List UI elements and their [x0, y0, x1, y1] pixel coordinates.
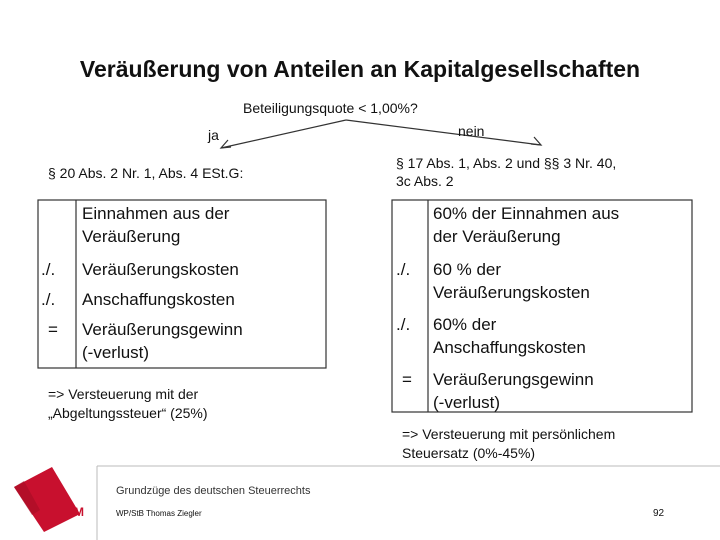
right-row-1: [433, 202, 619, 248]
left-row-2-text: Veräußerungskosten: [82, 260, 239, 279]
footer-author: WP/StB Thomas Ziegler: [116, 509, 202, 518]
left-conclusion-line-1: => Versteuerung mit der: [48, 386, 199, 402]
left-row-4-text-1: Veräußerungsgewinn: [82, 320, 243, 339]
arrow-ja-line: [221, 120, 346, 148]
right-row-1-text-2: der Veräußerung: [433, 227, 561, 246]
right-row-2-text-2: Veräußerungskosten: [433, 283, 590, 302]
left-row-1: [82, 202, 229, 248]
right-row-3-text-2: Anschaffungskosten: [433, 338, 586, 357]
page-title: Veräußerung von Anteilen an Kapitalgesellschaften: [79, 56, 641, 82]
right-law-line-2: 3c Abs. 2: [396, 173, 454, 189]
left-conclusion-line-2: „Abgeltungssteuer“ (25%): [48, 405, 208, 421]
left-row-4-operator: =: [48, 320, 58, 339]
decision-question: Beteiligungsquote < 1,00%?: [243, 100, 418, 116]
right-conclusion-line-2: Steuersatz (0%-45%): [402, 445, 536, 461]
right-row-4-text-2: (-verlust): [433, 393, 501, 412]
left-row-1-text-1: Einnahmen aus der: [82, 204, 230, 223]
right-conclusion: [402, 425, 615, 463]
branch-label-nein: nein: [458, 123, 485, 139]
right-row-2-operator: ./.: [396, 260, 411, 279]
university-logo: [14, 467, 80, 532]
page-number: 92: [653, 508, 665, 519]
right-law-reference: [396, 154, 696, 190]
left-conclusion: [48, 385, 208, 423]
left-row-3-operator: ./.: [41, 290, 56, 309]
right-row-3-operator: ./.: [396, 315, 411, 334]
left-row-2-operator: ./.: [41, 260, 56, 279]
right-row-2: [433, 258, 590, 304]
right-row-4: [433, 368, 594, 414]
left-row-4: [82, 318, 243, 364]
footer-course-title: Grundzüge des deutschen Steuerrechts: [116, 485, 311, 497]
left-row-1-text-2: Veräußerung: [82, 227, 181, 246]
right-law-line-1: § 17 Abs. 1, Abs. 2 und §§ 3 Nr. 40,: [396, 155, 617, 171]
right-row-2-text-1: 60 % der: [433, 260, 502, 279]
logo-letter: M: [74, 505, 84, 519]
right-row-3-text-1: 60% der: [433, 315, 497, 334]
right-row-1-text-1: 60% der Einnahmen aus: [433, 204, 620, 223]
right-row-3: [433, 313, 586, 359]
arrow-nein-line: [346, 120, 541, 145]
right-conclusion-line-1: => Versteuerung mit persönlichem: [402, 426, 616, 442]
branch-label-ja: ja: [208, 127, 219, 143]
right-row-4-text-1: Veräußerungsgewinn: [433, 370, 594, 389]
left-row-3-text: Anschaffungskosten: [82, 290, 235, 309]
left-row-4-text-2: (-verlust): [82, 343, 150, 362]
left-law-reference: § 20 Abs. 2 Nr. 1, Abs. 4 ESt.G:: [48, 165, 244, 181]
right-row-4-operator: =: [402, 370, 412, 389]
